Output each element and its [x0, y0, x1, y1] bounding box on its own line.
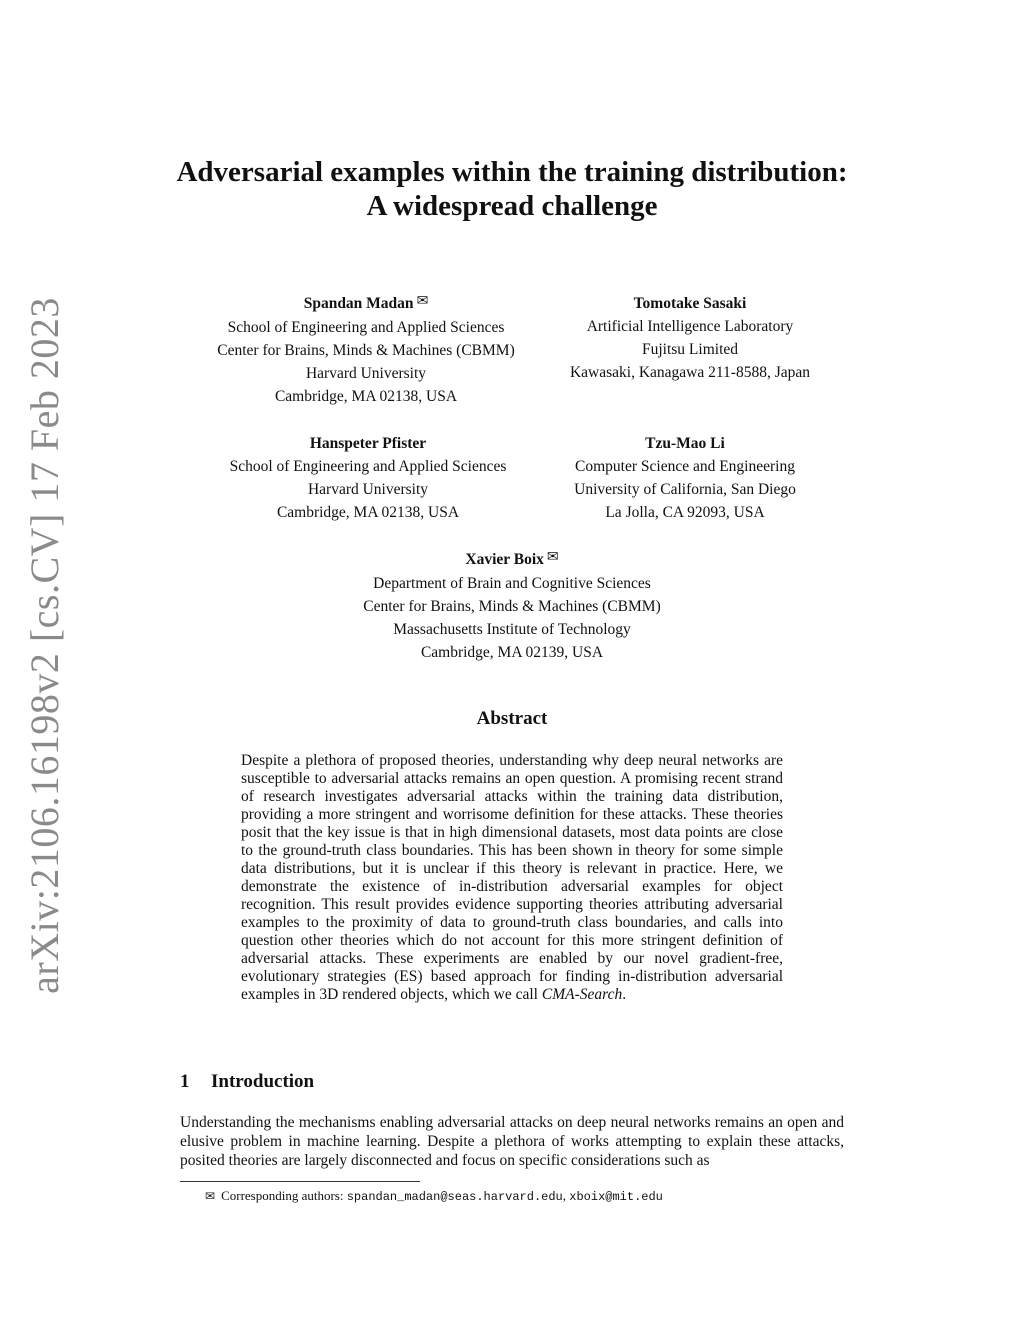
title-line-1: Adversarial examples within the training distribution: — [176, 156, 848, 188]
section-title: Introduction — [211, 1071, 315, 1092]
affiliation-line: Massachusetts Institute of Technology — [393, 621, 631, 638]
affiliation-line: Cambridge, MA 02138, USA — [276, 504, 460, 521]
author-name: Tzu-Mao Li — [645, 435, 725, 452]
affiliation-line: La Jolla, CA 92093, USA — [605, 504, 765, 521]
footnote — [205, 1187, 663, 1206]
affiliation-line: Artificial Intelligence Laboratory — [586, 318, 794, 335]
abstract-body — [241, 752, 783, 1004]
author-name: Tomotake Sasaki — [633, 295, 747, 312]
section-number: 1 — [180, 1071, 190, 1092]
author-name: Xavier Boix — [465, 551, 544, 568]
affiliation-line: Harvard University — [305, 365, 427, 382]
affiliation-line: Center for Brains, Minds & Machines (CBMM) — [217, 342, 515, 359]
affiliation-line: School of Engineering and Applied Sciences — [229, 458, 507, 475]
affiliation-line: Cambridge, MA 02138, USA — [274, 388, 458, 405]
introduction-body: Understanding the mechanisms enabling adversarial attacks on deep neural networks remains an open and elusive problem in machine learning. Despite a plethora of works attempting to explain these attacks, posited theories are largely disconnected and focus on specific considerations such as — [180, 1114, 844, 1169]
affiliation-line: Computer Science and Engineering — [575, 458, 795, 475]
email-link-boix[interactable]: xboix@mit.edu — [569, 1190, 663, 1204]
envelope-icon: ✉ — [546, 550, 559, 565]
section-heading-introduction — [180, 1071, 314, 1093]
title-line-2: A widespread challenge — [366, 190, 658, 222]
author-block-madan — [196, 292, 536, 408]
footnote-divider — [180, 1181, 420, 1182]
footnote-separator: , — [562, 1188, 570, 1203]
author-name: Spandan Madan — [303, 295, 414, 312]
author-name: Hanspeter Pfister — [309, 435, 427, 452]
affiliation-line: Kawasaki, Kanagawa 211-8588, Japan — [569, 364, 811, 381]
footnote-label: Corresponding authors: — [221, 1188, 347, 1203]
author-block-li — [545, 432, 825, 524]
author-block-boix — [332, 548, 692, 664]
abstract-paragraph: Despite a plethora of proposed theories, understanding why deep neural networks are susceptible to adversarial attacks remains an open question. A promising recent strand of research investigates adversarial attacks within the training data distribution, providing a more stringent and worrisome definition for these attacks. These theories posit that the key issue is that in high dimensional datasets, most data points are close to the ground-truth class boundaries. This has been shown in theory for some simple data distributions, but it is unclear if this theory is relevant in practice. Here, we demonstrate the existence of in-distribution adversarial examples for object recognition. This result provides evidence supporting theories attributing adversarial examples to the proximity of data to ground-truth class boundaries, and calls into question other theories which do not account for this more stringent definition of adversarial attacks. These experiments are enabled by our novel gradient-free, evolutionary strategies (ES) based approach for finding in-distribution adversarial examples in 3D rendered objects, which we call — [241, 752, 783, 1003]
paper-title — [160, 155, 864, 223]
envelope-icon: ✉ — [205, 1189, 216, 1203]
abstract-end: . — [622, 986, 627, 1003]
arxiv-stamp — [8, 296, 80, 994]
author-block-sasaki — [545, 292, 835, 384]
affiliation-line: Cambridge, MA 02139, USA — [420, 644, 604, 661]
arxiv-id-text: arXiv:2106.16198v2 [cs.CV] 17 Feb 2023 — [21, 296, 67, 994]
affiliation-line: Department of Brain and Cognitive Sciences — [373, 575, 651, 592]
affiliation-line: University of California, San Diego — [574, 481, 796, 498]
affiliation-line: Fujitsu Limited — [641, 341, 739, 358]
affiliation-line: Center for Brains, Minds & Machines (CBMM) — [363, 598, 661, 615]
envelope-icon: ✉ — [416, 294, 429, 309]
method-name: CMA-Search — [541, 986, 623, 1003]
affiliation-line: School of Engineering and Applied Sciences — [227, 319, 505, 336]
email-link-madan[interactable]: spandan_madan@seas.harvard.edu — [346, 1190, 563, 1204]
abstract-heading: Abstract — [476, 708, 548, 729]
affiliation-line: Harvard University — [307, 481, 429, 498]
author-block-pfister — [208, 432, 528, 524]
